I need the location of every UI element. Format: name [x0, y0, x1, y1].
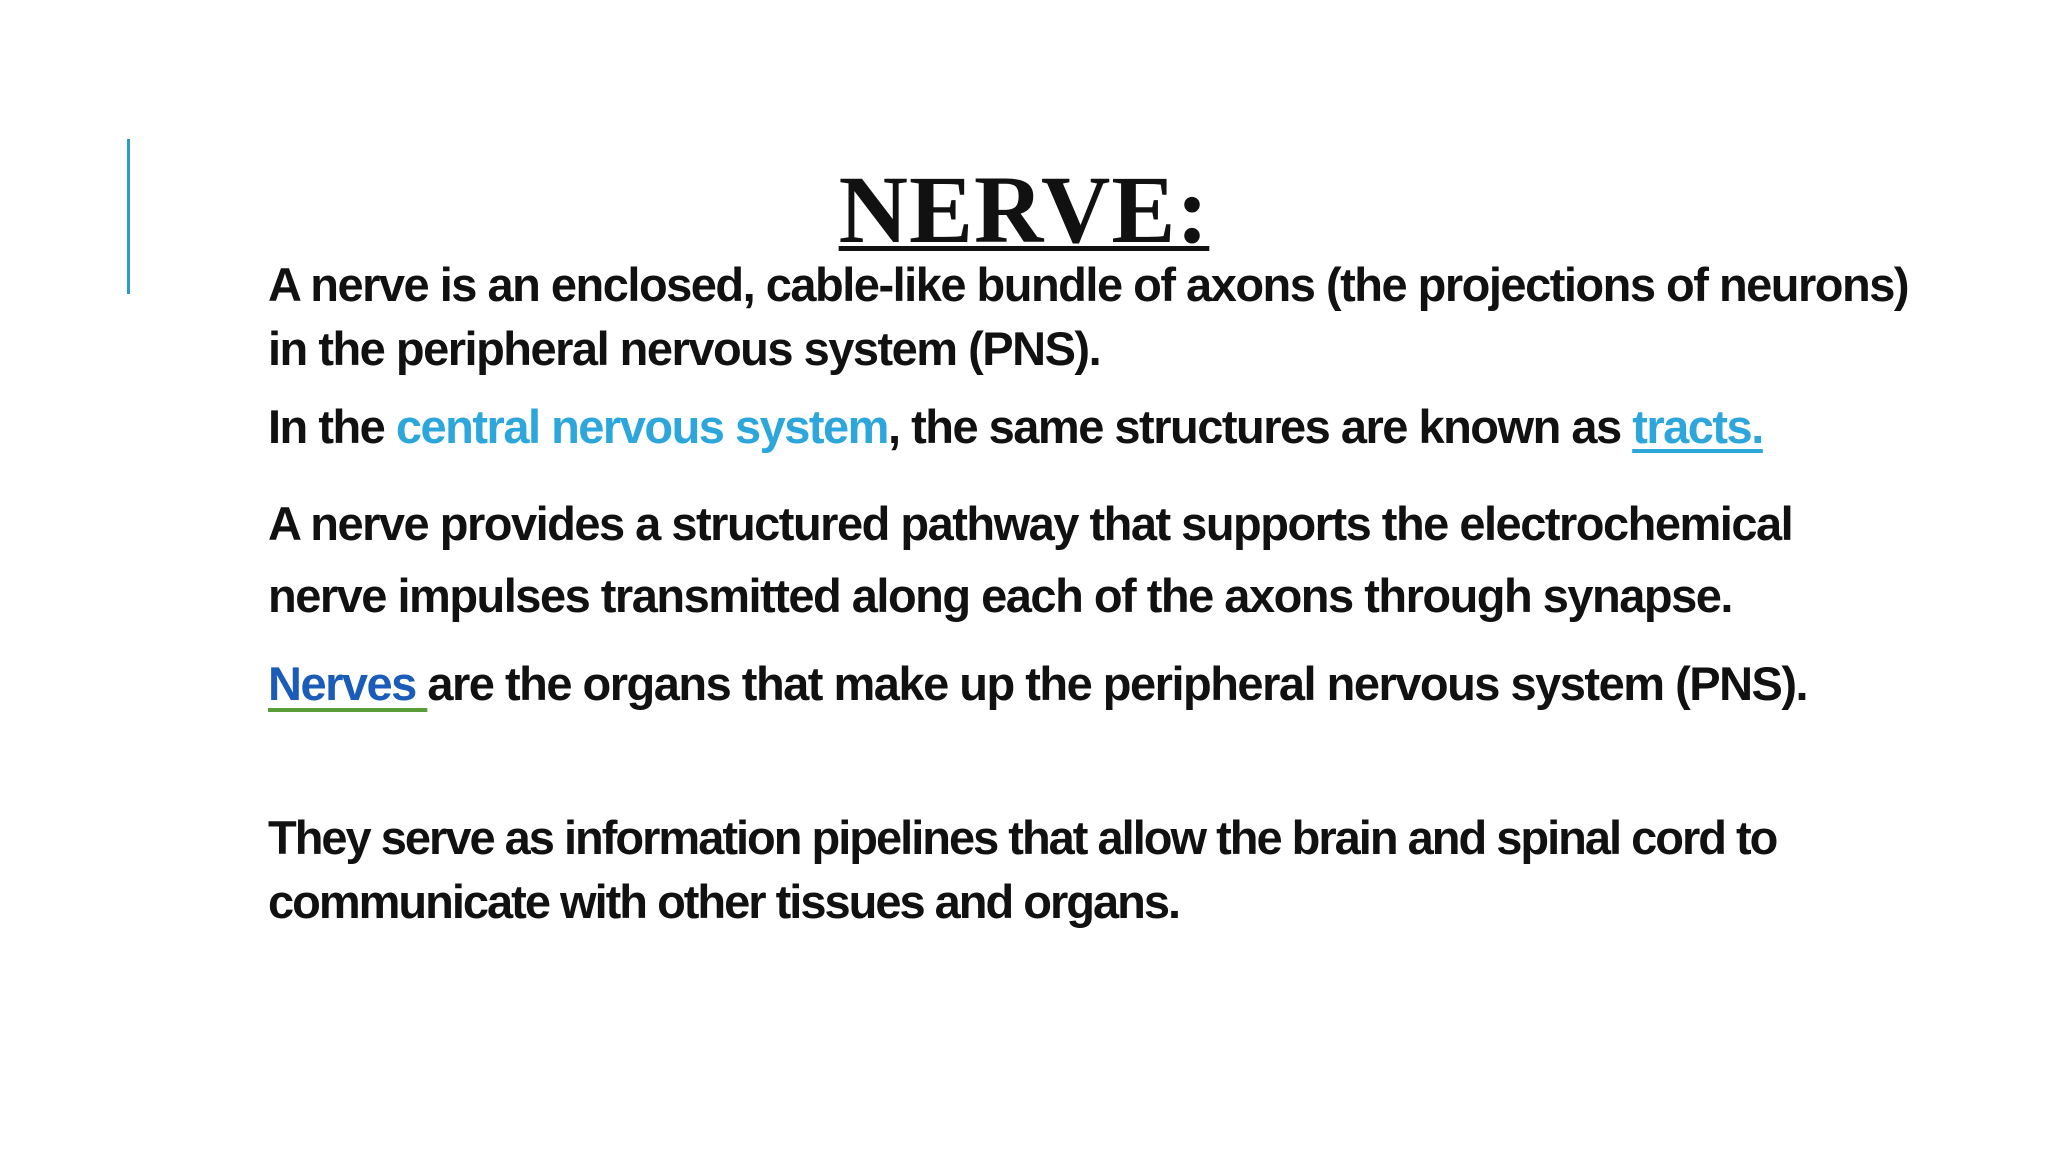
paragraph-pipelines: They serve as information pipelines that allow the brain and spinal cord to communicate with other tissues and organs. [268, 811, 1777, 928]
tracts-link[interactable]: tracts. [1632, 400, 1763, 453]
paragraph-cns-lead: In the [268, 400, 396, 453]
paragraph-organs-rest: are the organs that make up the peripheral nervous system (PNS). [427, 657, 1808, 710]
central-nervous-system-link[interactable]: central nervous system [395, 400, 888, 453]
nerves-link[interactable]: Nerves [268, 657, 428, 710]
paragraph-cns [268, 395, 1908, 459]
paragraph-definition: A nerve is an enclosed, cable-like bundle of axons (the projections of neurons) in the peripheral nervous system (PNS). [268, 258, 1909, 375]
paragraph-organs [268, 652, 1908, 716]
slide-title: NERVE: [838, 156, 1210, 263]
paragraph-pathway: A nerve provides a structured pathway that supports the electrochemical nerve impulses transmitted along each of the axons through synapse. [268, 497, 1793, 622]
paragraph-cns-middle: , the same structures are known as [887, 400, 1633, 453]
